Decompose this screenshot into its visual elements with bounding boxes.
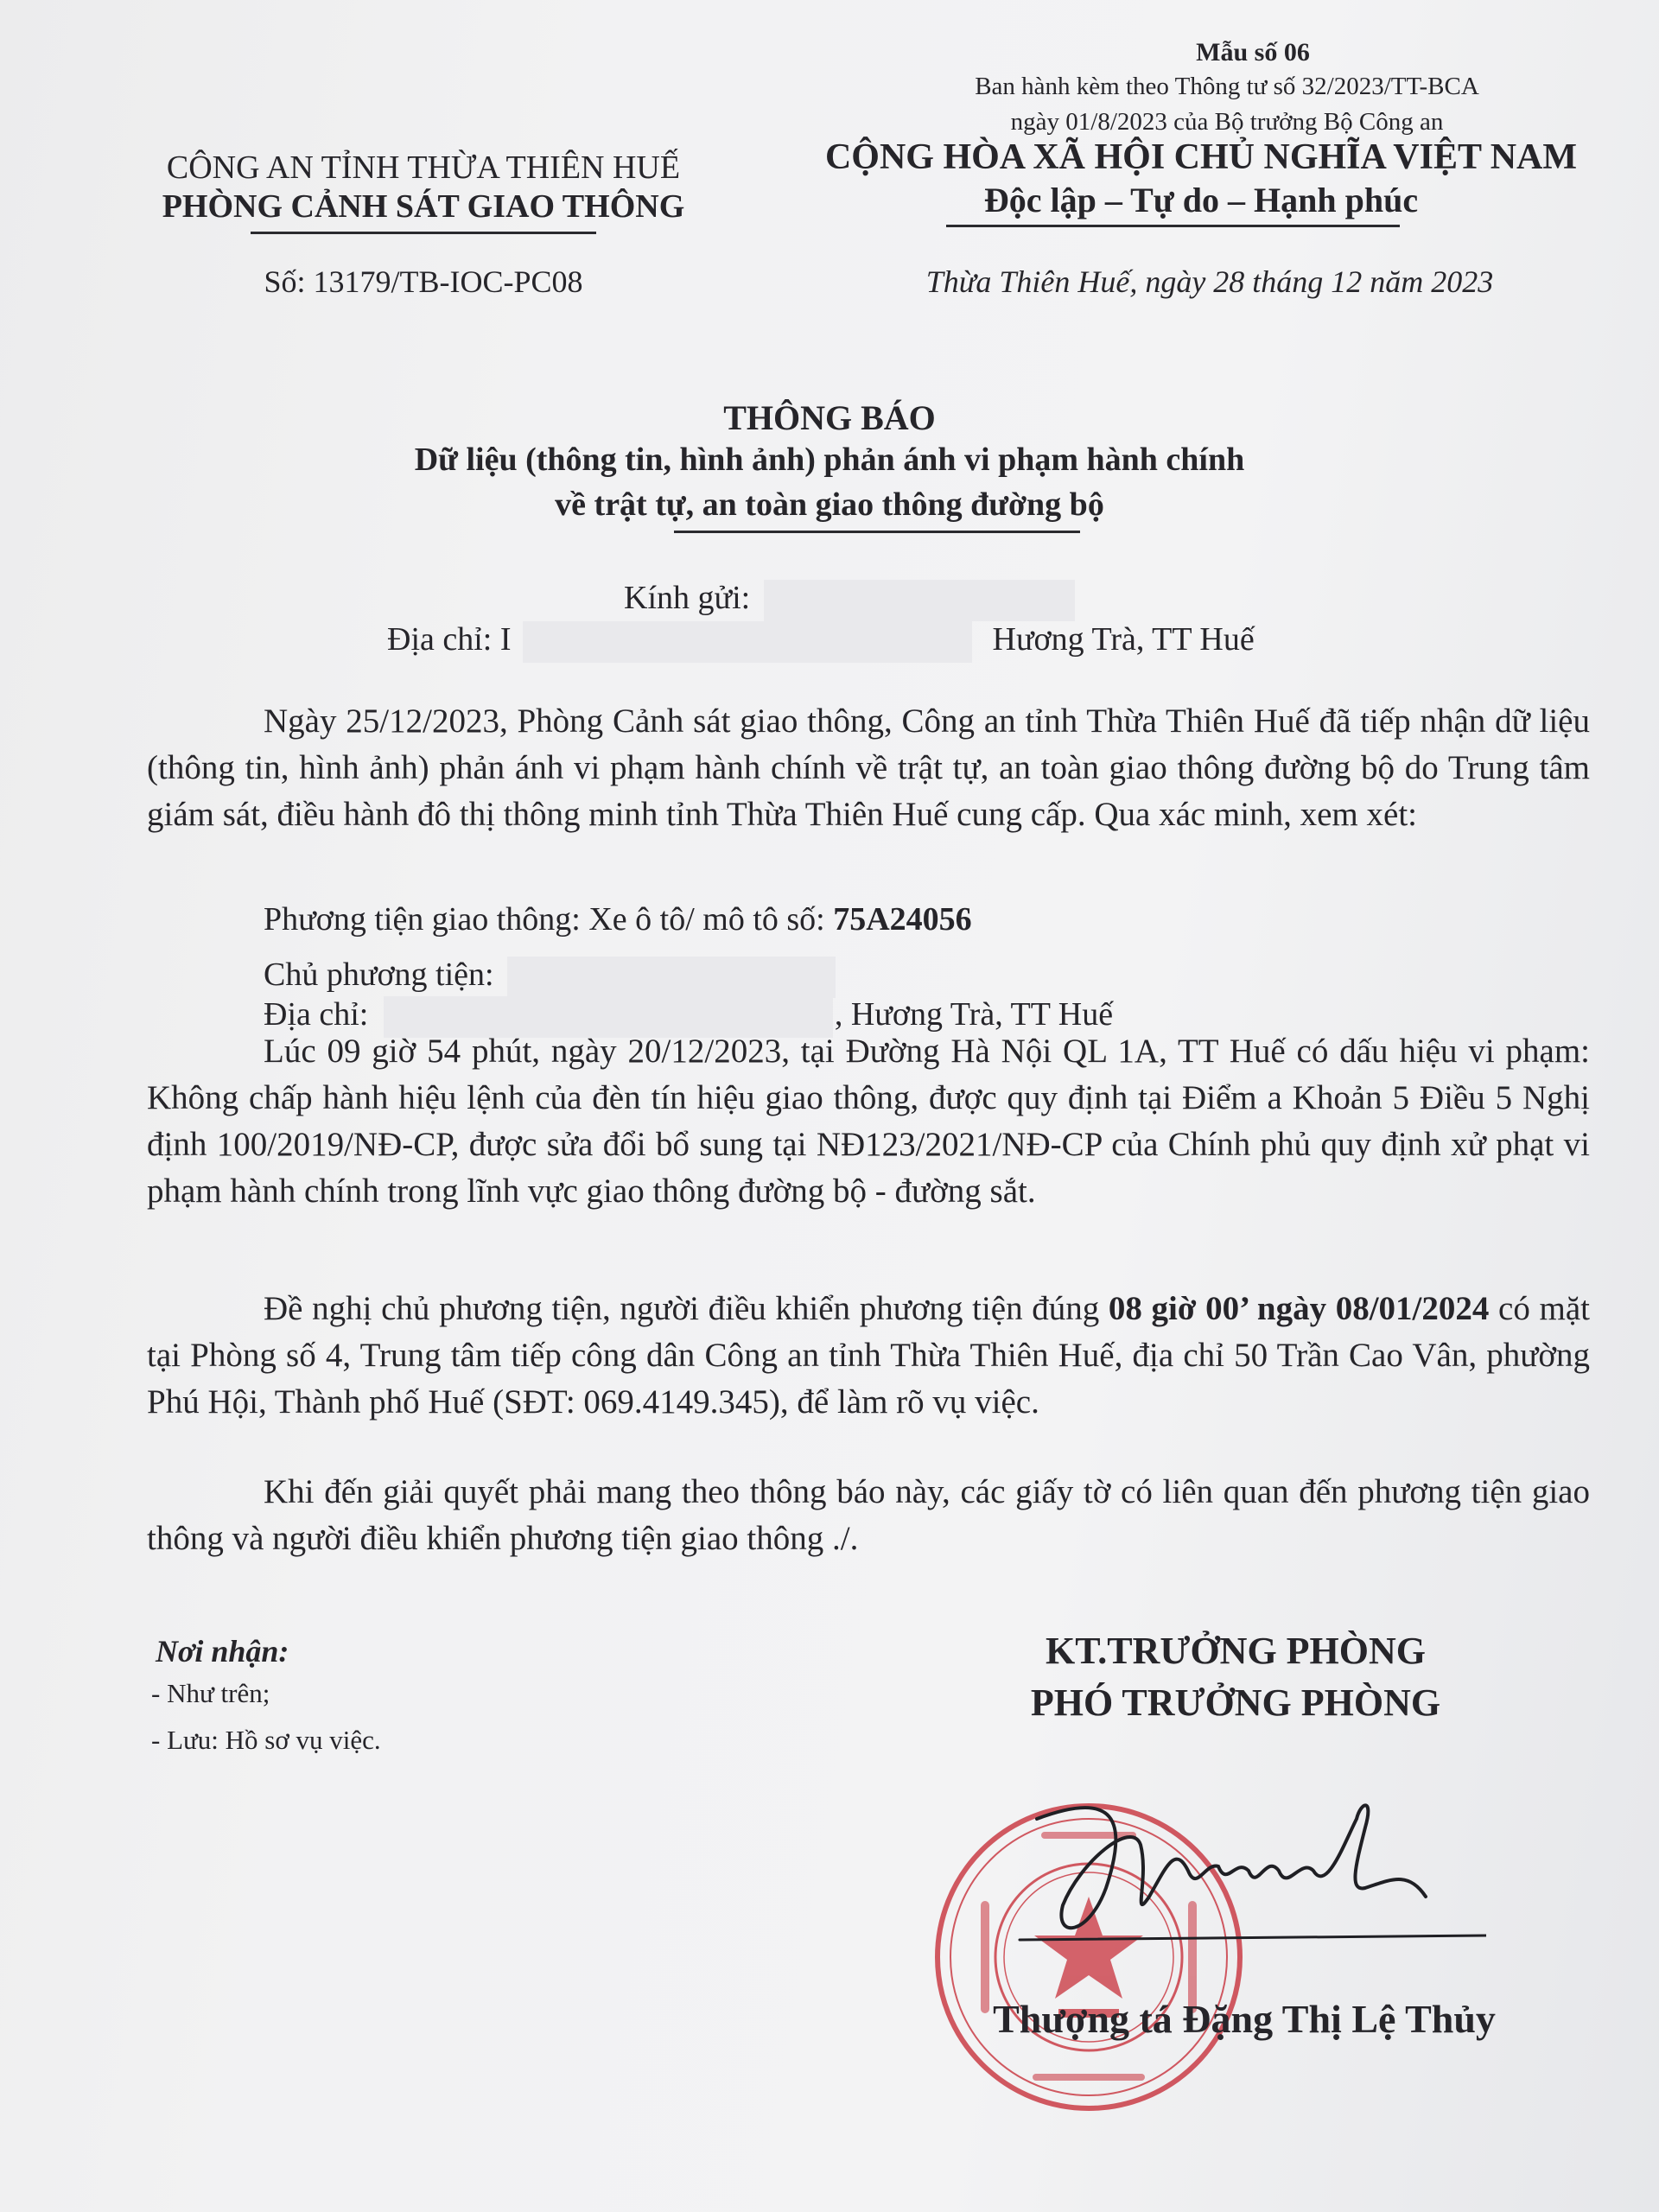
recipient-address-label: Địa chỉ: I: [387, 621, 512, 658]
request-suffix: có mặt tại Phòng số 4, Trung tâm tiếp công dân Công an tỉnh Thừa Thiên Huế, địa chỉ 50 Trần Cao Vân, phường Phú Hội, Thành phố Huế (SĐT: 069.4149.345), để làm rõ vụ việc.: [147, 1290, 1590, 1421]
document-title: THÔNG BÁO: [723, 398, 936, 437]
country-motto: Độc lập – Tự do – Hạnh phúc: [983, 181, 1419, 219]
recipient-address-row: [387, 620, 1255, 663]
agency-name: PHÒNG CẢNH SÁT GIAO THÔNG: [162, 188, 685, 225]
recipients-item: - Như trên;: [151, 1678, 270, 1708]
redacted-owner-name: [507, 957, 836, 998]
handwritten-signature: [1002, 1784, 1486, 1957]
paragraph-request: [147, 1286, 1590, 1426]
signature-title-line1: KT.TRƯỞNG PHÒNG: [1046, 1630, 1426, 1672]
paragraph-violation: Lúc 09 giờ 54 phút, ngày 20/12/2023, tại Đường Hà Nội QL 1A, TT Huế có dấu hiệu vi phạm: Không chấp hành hiệu lệnh của đèn tín hiệu giao thông, được quy định tại Điểm a Khoản 5 Điều 5 Nghị định 100/2019/NĐ-CP, được sửa đổi bổ sung tại NĐ123/2021/NĐ-CP của Chính phủ quy định xử phạt vi phạm hành chính trong lĩnh vực giao thông đường bộ - đường sắt.: [147, 1033, 1590, 1210]
owner-row: [264, 956, 836, 998]
form-issued-note-line2: ngày 01/8/2023 của Bộ trưởng Bộ Công an: [1010, 108, 1444, 136]
country-name: CỘNG HÒA XÃ HỘI CHỦ NGHĨA VIỆT NAM: [824, 137, 1578, 177]
vehicle-label: Phương tiện giao thông: Xe ô tô/ mô tô số:: [264, 901, 834, 938]
redacted-recipient-name: [764, 580, 1075, 621]
signature-title-line2: PHÓ TRƯỞNG PHÒNG: [1030, 1681, 1441, 1724]
recipients-label: Nơi nhận:: [156, 1634, 289, 1669]
form-number: Mẫu số 06: [1196, 38, 1310, 67]
recipient-label: Kính gửi:: [624, 580, 751, 616]
title-underline: [674, 531, 1080, 533]
paragraph-bring-documents: Khi đến giải quyết phải mang theo thông báo này, các giấy tờ có liên quan đến phương tiện giao thông và người điều khiển phương tiện giao thông ./.: [147, 1473, 1590, 1557]
recipients-item: - Lưu: Hồ sơ vụ việc.: [151, 1725, 381, 1755]
document-subtitle-line2: về trật tự, an toàn giao thông đường bộ: [555, 486, 1104, 523]
document-subtitle-line1: Dữ liệu (thông tin, hình ảnh) phản ánh vi phạm hành chính: [414, 442, 1245, 478]
request-appointment-time: 08 giờ 00’ ngày 08/01/2024: [1108, 1290, 1490, 1327]
owner-address-label: Địa chỉ:: [264, 996, 369, 1033]
agency-parent: CÔNG AN TỈNH THỪA THIÊN HUẾ: [166, 149, 681, 186]
vehicle-plate: 75A24056: [833, 901, 972, 938]
recipient-address-suffix: Hương Trà, TT Huế: [992, 621, 1255, 658]
recipient-row: [624, 579, 1075, 621]
document-number: Số: 13179/TB-IOC-PC08: [264, 264, 583, 299]
paragraph-intro: Ngày 25/12/2023, Phòng Cảnh sát giao thông, Công an tỉnh Thừa Thiên Huế đã tiếp nhận dữ liệu (thông tin, hình ảnh) phản ánh vi phạm hành chính về trật tự, an toàn giao thông đường bộ do Trung tâm giám sát, điều hành đô thị thông minh tỉnh Thừa Thiên Huế cung cấp. Qua xác minh, xem xét:: [147, 702, 1590, 833]
form-issued-note-line1: Ban hành kèm theo Thông tư số 32/2023/TT-BCA: [975, 73, 1479, 100]
redacted-recipient-address: [523, 621, 972, 663]
vehicle-row: [264, 900, 972, 938]
signer-name: Thượng tá Đặng Thị Lệ Thủy: [993, 1997, 1496, 2041]
owner-label: Chủ phương tiện:: [264, 957, 494, 993]
agency-underline: [251, 232, 596, 234]
owner-address-suffix: , Hương Trà, TT Huế: [834, 996, 1114, 1033]
motto-underline: [946, 225, 1400, 227]
request-prefix: Đề nghị chủ phương tiện, người điều khiển phương tiện đúng: [264, 1290, 1109, 1327]
place-date: Thừa Thiên Huế, ngày 28 tháng 12 năm 2023: [925, 264, 1494, 299]
